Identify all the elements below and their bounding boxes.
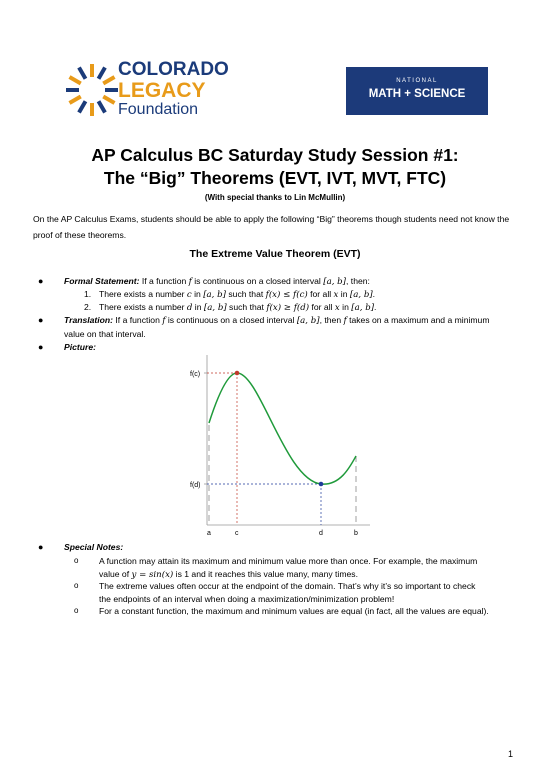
text-span: takes on a maximum and a minimum <box>346 315 490 325</box>
label-d: d <box>319 530 323 537</box>
list-number: 2. <box>84 302 92 312</box>
text-span: such that <box>225 289 266 299</box>
math-x: x <box>334 303 340 313</box>
text-span: If a function <box>113 315 163 325</box>
math-f: f <box>188 277 192 287</box>
math-x: x <box>333 290 339 300</box>
list-number: 1. <box>84 289 92 299</box>
logo-line-legacy: LEGACY <box>118 79 206 102</box>
starburst-icon <box>62 60 118 118</box>
text-span: in <box>339 302 352 312</box>
logo-line-national: NATIONAL <box>396 78 438 84</box>
math-f: f <box>162 316 166 326</box>
intro-paragraph: On the AP Calculus Exams, students should be able to apply the following “Big” theorems though students need not know the proof of these theorems. <box>33 214 510 240</box>
function-curve <box>209 373 356 484</box>
bullet-dot-icon: ● <box>38 342 44 352</box>
text-span: There exists a number <box>99 302 187 312</box>
text-span: , then: <box>346 276 370 286</box>
math-interval: [a, b] <box>351 303 375 313</box>
text-span: is 1 and it reaches this value many, many times. <box>173 568 358 579</box>
page-number: 1 <box>507 749 513 759</box>
text-span: value on that interval. <box>64 328 146 339</box>
bullet-dot-icon: ● <box>38 276 44 286</box>
logo-line-math-science: MATH + SCIENCE <box>368 88 466 100</box>
text-span: in <box>191 289 204 299</box>
thanks-note: (With special thanks to Lin McMullin) <box>204 193 346 202</box>
picture-label-wrap <box>64 341 524 354</box>
text-span: There exists a number <box>99 289 187 299</box>
bullet-dot-icon: ● <box>38 542 44 552</box>
text-span: value of <box>99 568 132 579</box>
math-interval: [a, b] <box>349 290 373 300</box>
special-notes-label-wrap <box>64 541 524 554</box>
picture-label: Picture: <box>64 342 96 352</box>
text-span: such that <box>226 302 267 312</box>
text-span: in <box>338 289 350 299</box>
label-a: a <box>207 530 211 537</box>
math-interval: [a, b] <box>203 303 227 313</box>
label-b: b <box>354 530 358 537</box>
text-span: The extreme values often occur at the endpoint of the domain. That’s why it’s so important to check <box>99 581 476 591</box>
circle-bullet-icon: o <box>74 556 79 565</box>
text-span: For a constant function, the maximum and minimum values are equal (in fact, all the values are equal). <box>99 606 489 616</box>
text-span: If a function <box>139 276 189 286</box>
sub-item-text: There exists a number d in [a, b] such that f(x) ≥ f(d) for all x in [a, b]. <box>99 302 377 313</box>
math-interval: [a, b] <box>203 290 226 300</box>
note-1-text <box>99 555 519 581</box>
text-span: is continuous on a closed interval <box>191 276 324 286</box>
formal-statement-text <box>64 275 524 289</box>
sub-item-text: There exists a number c in [a, b] such that f(x) ≤ f(c) for all x in [a, b]. <box>99 289 376 300</box>
formal-label: Formal Statement: <box>64 276 140 286</box>
label-fd: f(d) <box>190 482 201 489</box>
math-interval: [a, b] <box>323 277 347 287</box>
translation-text <box>64 314 524 340</box>
national-math-science-logo <box>346 67 488 115</box>
math-c: c <box>186 290 192 300</box>
evt-graph <box>190 355 380 540</box>
math-inequality: f(x) ≥ f(d) <box>266 303 310 313</box>
circle-bullet-icon: o <box>74 581 79 590</box>
max-point <box>235 371 240 376</box>
text-span: is continuous on a closed interval <box>165 315 297 325</box>
logo-line-foundation: Foundation <box>118 101 199 118</box>
page-title-line1: AP Calculus BC Saturday Study Session #1: <box>91 145 459 165</box>
text-span: in <box>192 302 204 312</box>
math-interval: [a, b] <box>296 316 320 326</box>
math-d: d <box>186 303 193 313</box>
colorado-legacy-logo <box>62 59 229 118</box>
math-sin: y = sin(x) <box>131 569 174 580</box>
logo-line-colorado: COLORADO <box>118 59 229 80</box>
math-inequality: f(x) ≤ f(c) <box>265 290 308 300</box>
label-fc: f(c) <box>190 371 201 378</box>
note-3-text <box>99 605 519 618</box>
special-notes-label: Special Notes: <box>64 542 124 552</box>
min-point <box>319 482 324 487</box>
bullet-dot-icon: ● <box>38 315 44 325</box>
circle-bullet-icon: o <box>74 606 79 615</box>
note-2-text <box>99 580 519 605</box>
page-title-line2: The “Big” Theorems (EVT, IVT, MVT, FTC) <box>103 168 447 188</box>
text-span: for all <box>307 289 334 299</box>
math-f: f <box>343 316 347 326</box>
label-c: c <box>235 530 239 537</box>
section-heading-evt: The Extreme Value Theorem (EVT) <box>189 248 361 260</box>
text-span: the endpoints of an interval when doing a maximization/minimization problem! <box>99 593 395 604</box>
text-span: A function may attain its maximum and minimum value more than once. For example, the maximum <box>99 556 478 566</box>
text-span: for all <box>309 302 335 312</box>
text-span: , then <box>319 315 344 325</box>
translation-label: Translation: <box>64 315 114 325</box>
